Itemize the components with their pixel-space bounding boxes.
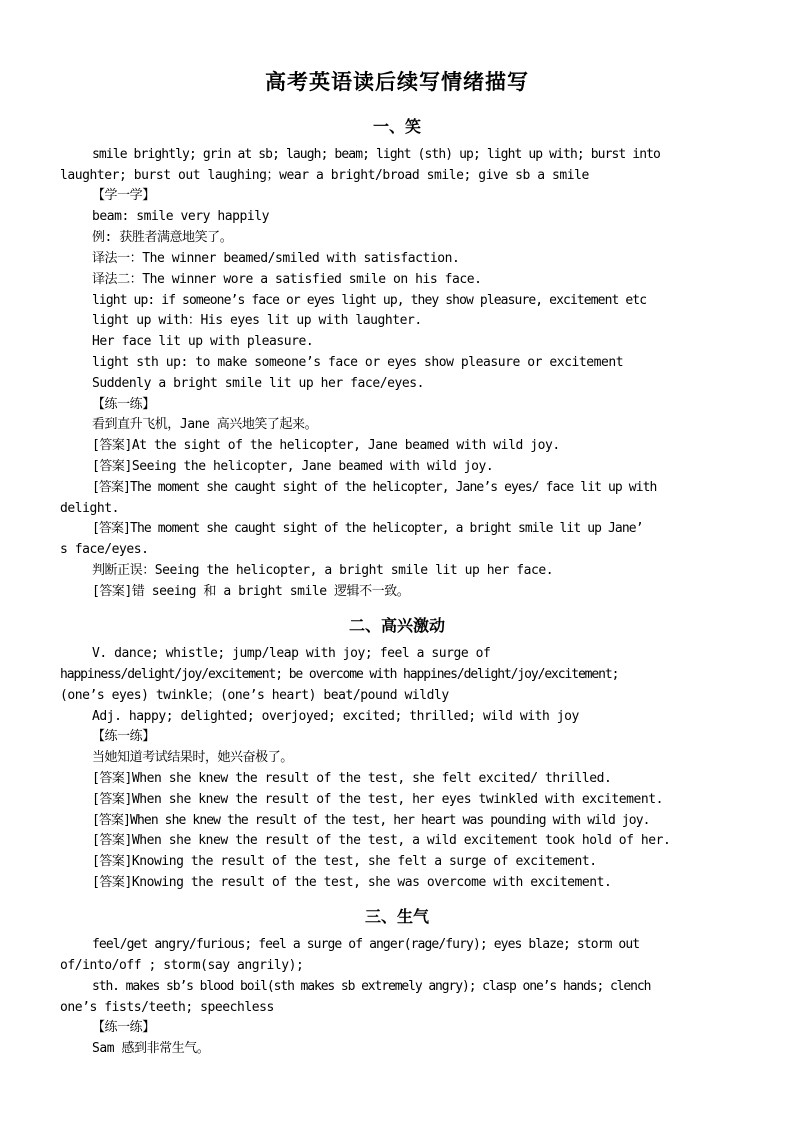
- text-line: [答案]When she knew the result of the test, her heart was pounding with wild joy.: [92, 813, 650, 828]
- text-line: laughter; burst out laughing；wear a bright/broad smile; give sb a smile: [60, 168, 589, 183]
- page-title: 高考英语读后续写情绪描写: [265, 70, 529, 94]
- text-line: 当她知道考试结果时，她兴奋极了。: [92, 750, 293, 765]
- text-line: 【学一学】: [92, 188, 155, 203]
- text-line: [答案]When she knew the result of the test, a wild excitement took hold of her.: [92, 833, 671, 848]
- text-line: of/into/off ; storm(say angrily);: [60, 958, 304, 973]
- text-line: 看到直升飞机，Jane 高兴地笑了起来。: [92, 417, 318, 432]
- text-line: 译法二：The winner wore a satisfied smile on his face.: [92, 272, 482, 287]
- text-line: [答案]Knowing the result of the test, she felt a surge of excitement.: [92, 854, 597, 869]
- text-line: smile brightly; grin at sb; laugh; beam; light (sth) up; light up with; burst into: [92, 147, 660, 162]
- text-line: [答案]Knowing the result of the test, she was overcome with excitement.: [92, 875, 612, 890]
- text-line: light up: if someone’s face or eyes light up, they show pleasure, excitement etc: [92, 293, 647, 308]
- text-line: light sth up: to make someone’s face or eyes show pleasure or excitement: [92, 355, 624, 370]
- text-line: 译法一：The winner beamed/smiled with satisfaction.: [92, 251, 460, 266]
- text-line: [答案]At the sight of the helicopter, Jane beamed with wild joy.: [92, 438, 560, 453]
- text-line: s face/eyes.: [60, 542, 149, 557]
- text-line: [答案]错 seeing 和 a bright smile 逻辑不一致。: [92, 584, 410, 599]
- text-line: V. dance; whistle; jump/leap with joy; feel a surge of: [92, 646, 491, 661]
- text-line: [答案]When she knew the result of the test, she felt excited/ thrilled.: [92, 771, 612, 786]
- text-line: 例: 获胜者满意地笑了。: [92, 230, 233, 245]
- section-heading-happy: 二、高兴激动: [348, 616, 445, 635]
- text-line: Her face lit up with pleasure.: [92, 334, 314, 349]
- section-heading-angry: 三、生气: [364, 907, 429, 926]
- text-line: light up with：His eyes lit up with laughter.: [92, 313, 422, 328]
- text-line: delight.: [60, 501, 120, 516]
- text-line: 【练一练】: [92, 729, 155, 744]
- text-line: 【练一练】: [92, 1020, 155, 1035]
- text-line: [答案]The moment she caught sight of the helicopter, Jane’s eyes/ face lit up with: [92, 480, 657, 495]
- text-line: beam: smile very happily: [92, 209, 270, 224]
- text-line: [答案]Seeing the helicopter, Jane beamed with wild joy.: [92, 459, 494, 474]
- text-line: Adj. happy; delighted; overjoyed; excited; thrilled; wild with joy: [92, 709, 579, 724]
- text-line: sth. makes sb’s blood boil(sth makes sb extremely angry); clasp one’s hands; clench: [92, 979, 651, 994]
- text-line: [答案]The moment she caught sight of the helicopter, a bright smile lit up Jane’: [92, 521, 643, 536]
- text-line: 【练一练】: [92, 397, 155, 412]
- text-line: one’s fists/teeth; speechless: [60, 1000, 274, 1015]
- text-line: (one’s eyes) twinkle；(one’s heart) beat/pound wildly: [60, 688, 449, 703]
- section-heading-smile: 一、笑: [372, 117, 421, 136]
- text-line: feel/get angry/furious; feel a surge of anger(rage/fury); eyes blaze; storm out: [92, 937, 640, 952]
- text-line: happiness/delight/joy/excitement; be overcome with happines/delight/joy/excitement;: [60, 667, 619, 682]
- text-line: [答案]When she knew the result of the test, her eyes twinkled with excitement.: [92, 792, 663, 807]
- text-line: Suddenly a bright smile lit up her face/eyes.: [92, 376, 424, 391]
- text-line: Sam 感到非常生气。: [92, 1041, 210, 1056]
- text-line: 判断正误：Seeing the helicopter, a bright smile lit up her face.: [92, 563, 554, 578]
